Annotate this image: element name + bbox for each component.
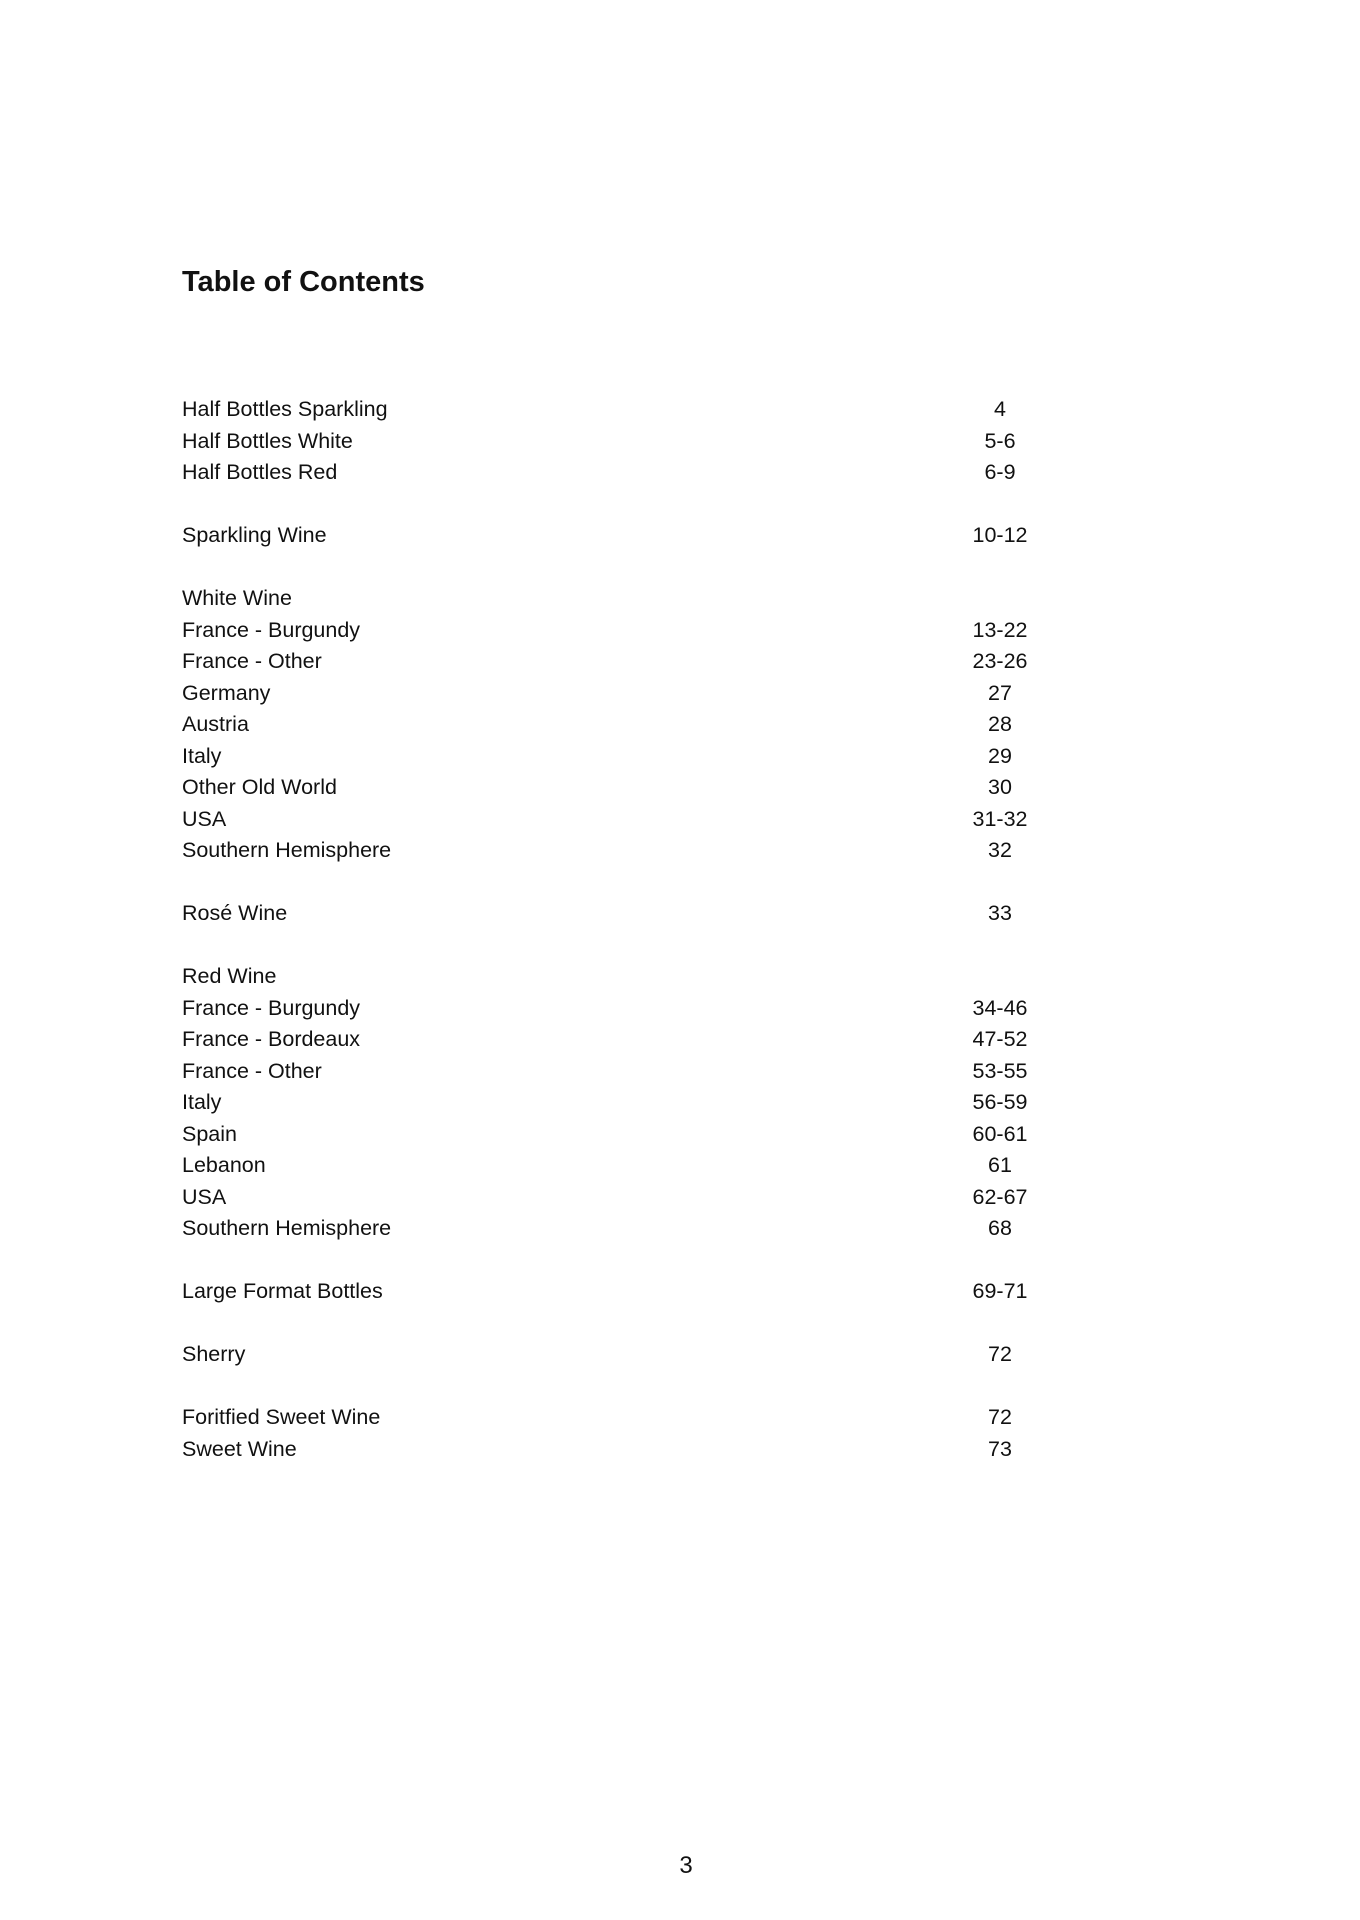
toc-entry-page: 10-12 bbox=[972, 523, 1028, 547]
toc-entry-page: 34-46 bbox=[972, 995, 1028, 1020]
toc-entry bbox=[182, 804, 1182, 836]
toc-entry-label: France - Burgundy bbox=[182, 617, 361, 642]
toc-entry-label: Italy bbox=[182, 743, 222, 768]
toc-entry bbox=[182, 961, 1182, 993]
toc-entry-page: 6-9 bbox=[984, 460, 1016, 484]
toc-entry-page: 29 bbox=[988, 743, 1012, 768]
toc-entry-label: Southern Hemisphere bbox=[182, 838, 392, 862]
toc-entry-label: White Wine bbox=[182, 586, 292, 610]
toc-entry-label: Foritfied Sweet Wine bbox=[182, 1405, 381, 1429]
toc-entry-label: Italy bbox=[182, 1090, 222, 1114]
toc-entry-page bbox=[930, 961, 1070, 993]
toc-entry bbox=[182, 394, 1182, 426]
toc-entry-label: Rosé Wine bbox=[182, 901, 288, 925]
toc-entry-page bbox=[930, 583, 1070, 615]
toc-entry-page: 5-6 bbox=[984, 428, 1016, 453]
toc-entry-page: 28 bbox=[988, 712, 1012, 736]
page-number: 3 bbox=[679, 1852, 693, 1879]
toc-entry-page: 69-71 bbox=[972, 1279, 1028, 1303]
toc-entry bbox=[182, 1339, 1182, 1371]
toc-entry-page: 32 bbox=[988, 838, 1012, 862]
toc-entry-page: 60-61 bbox=[972, 1121, 1028, 1146]
toc-entry-label: Austria bbox=[182, 712, 249, 736]
toc-entry-page: 62-67 bbox=[972, 1184, 1028, 1209]
toc-spacer bbox=[182, 930, 1182, 962]
toc-entry-page: 68 bbox=[988, 1216, 1012, 1240]
toc-entry-page: 23-26 bbox=[972, 649, 1028, 673]
toc-entry bbox=[182, 772, 1182, 804]
toc-entry-label: Sherry bbox=[182, 1342, 246, 1366]
page-title: Table of Contents bbox=[182, 266, 425, 298]
toc-entry bbox=[182, 678, 1182, 710]
toc-entry bbox=[182, 426, 1182, 458]
toc-entry-page: 73 bbox=[988, 1436, 1012, 1461]
toc-entry-page: 13-22 bbox=[972, 617, 1028, 642]
toc-entry bbox=[182, 1434, 1182, 1466]
toc-entry bbox=[182, 1276, 1182, 1308]
toc-entry-page: 53-55 bbox=[972, 1058, 1028, 1083]
toc-entry bbox=[182, 615, 1182, 647]
toc-entry-page: 56-59 bbox=[972, 1090, 1028, 1114]
toc-entry-label: France - Other bbox=[182, 1058, 322, 1083]
toc-entry-label: France - Bordeaux bbox=[182, 1027, 361, 1051]
toc-entry bbox=[182, 1087, 1182, 1119]
toc-entry bbox=[182, 1056, 1182, 1088]
toc-entry-page: 30 bbox=[988, 775, 1012, 799]
toc-entry-page: 72 bbox=[988, 1342, 1012, 1366]
toc-entry bbox=[182, 646, 1182, 678]
toc-spacer bbox=[182, 1245, 1182, 1277]
toc-entry bbox=[182, 520, 1182, 552]
toc-entry-label: Half Bottles White bbox=[182, 428, 353, 453]
toc-spacer bbox=[182, 552, 1182, 584]
toc-entry-label: Sweet Wine bbox=[182, 1436, 297, 1461]
toc-entry-page: 47-52 bbox=[972, 1027, 1028, 1051]
toc-spacer bbox=[182, 489, 1182, 521]
toc-entry-label: France - Other bbox=[182, 649, 322, 673]
toc-entry bbox=[182, 835, 1182, 867]
toc-entry bbox=[182, 1150, 1182, 1182]
toc-entry-label: Lebanon bbox=[182, 1153, 266, 1177]
toc-entry-page: 61 bbox=[988, 1153, 1012, 1177]
toc-entry bbox=[182, 1119, 1182, 1151]
toc-entry-page: 33 bbox=[988, 901, 1012, 925]
toc-entry bbox=[182, 898, 1182, 930]
toc-entry bbox=[182, 1402, 1182, 1434]
toc-entry-label: Southern Hemisphere bbox=[182, 1216, 392, 1240]
toc-spacer bbox=[182, 867, 1182, 899]
toc-entry-label: Red Wine bbox=[182, 964, 277, 988]
toc-entry-label: USA bbox=[182, 806, 227, 831]
toc-entry-page: 27 bbox=[988, 680, 1012, 705]
toc-entry bbox=[182, 1024, 1182, 1056]
toc-entry-page: 72 bbox=[988, 1405, 1012, 1429]
toc-entry bbox=[182, 709, 1182, 741]
toc-entry-label: Half Bottles Sparkling bbox=[182, 397, 388, 421]
toc-entry-label: Sparkling Wine bbox=[182, 523, 327, 547]
toc-entry-page: 4 bbox=[994, 397, 1006, 421]
toc-entry-label: Other Old World bbox=[182, 775, 337, 799]
toc-entry-label: Spain bbox=[182, 1121, 237, 1146]
toc-spacer bbox=[182, 1371, 1182, 1403]
toc-entry bbox=[182, 993, 1182, 1025]
toc-entry bbox=[182, 583, 1182, 615]
toc-entry bbox=[182, 457, 1182, 489]
toc-spacer bbox=[182, 1308, 1182, 1340]
toc-entry-label: France - Burgundy bbox=[182, 995, 361, 1020]
toc-entry bbox=[182, 741, 1182, 773]
table-of-contents bbox=[182, 394, 1182, 1465]
toc-entry bbox=[182, 1182, 1182, 1214]
toc-entry-label: USA bbox=[182, 1184, 227, 1209]
toc-entry-label: Large Format Bottles bbox=[182, 1279, 383, 1303]
toc-entry-label: Half Bottles Red bbox=[182, 460, 338, 484]
toc-entry-page: 31-32 bbox=[972, 806, 1028, 831]
toc-entry bbox=[182, 1213, 1182, 1245]
toc-entry-label: Germany bbox=[182, 680, 271, 705]
